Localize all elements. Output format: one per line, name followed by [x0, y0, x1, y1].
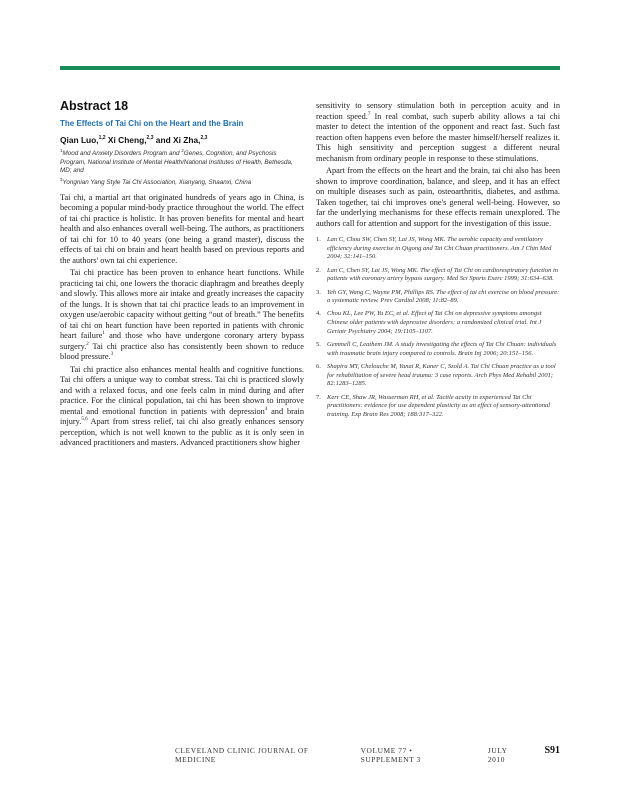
author-name: Xi Zha,	[173, 135, 201, 145]
author-name: Xi Cheng,	[107, 135, 147, 145]
body-paragraph-continued: sensitivity to sensory stimulation both in perception acuity and in reaction speed.$^7$ In real combat, such superb ability allows a tai chi master to detect the intention of the opponent and react fast. Such fast reaction often happens even before the master himself/herself realizes it. This high sensitivity and perception suggest a different neural mechanism from ordinary people in response to these stimulations.	[316, 101, 560, 163]
author-name: Qian Luo,	[60, 135, 99, 145]
abstract-title: The Effects of Tai Chi on the Heart and the Brain	[60, 119, 244, 128]
reference-list	[316, 236, 560, 420]
author-list: Qian Luo,$^{1,2}$ Xi Cheng,$^{2,3}$ and Xi Zha,$^{2,3}$	[60, 135, 208, 145]
issue-date: JULY 2010	[487, 746, 508, 764]
affiliation-line: $^1$Mood and Anxiety Disorders Program and $^2$Genes, Cognition, and Psychosis Program, National Institute of Mental Health/National Institutes of Health, Bethesda, MD; and	[60, 148, 293, 175]
reference-item: 1. Lan C, Chou SW, Chen SY, Lai JS, Wong MK. The aerobic capacity and ventilatory efficiency during exercise in Qigong and Tai Chi Chuan practitioners. Am J Chin Med 2004; 32:141–150.	[316, 236, 552, 261]
header-rule	[60, 66, 560, 70]
affiliations	[60, 147, 304, 188]
citation: 4	[264, 406, 268, 412]
body-paragraph: Tai chi practice has been proven to enhance heart functions. While practicing tai chi, one lowers the thoracic diaphragm and breathes deeply and slowly. This allows more air intake and greatly increases the capacity of the lungs. It is shown that tai chi practice leads to an improvement in oxygen use/aerobic capacity without getting “out of breath.” The benefits of tai chi on heart function have been reported in patients with chronic heart failure$^1$ and those who have undergone coronary artery bypass surgery.$^2$ Tai chi practice also has consistently been shown to reduce blood pressure.$^3$	[60, 268, 304, 362]
journal-name: CLEVELAND CLINIC JOURNAL OF MEDICINE	[175, 746, 309, 764]
page-number: S91	[544, 745, 560, 756]
citation: 7	[367, 111, 371, 117]
left-column	[60, 99, 304, 449]
citation: 1	[102, 331, 105, 337]
body-paragraph: Tai chi practice also enhances mental health and cognitive functions. Tai chi offers a unique way to combat stress. Tai chi is practiced slowly and with a relaxed focus, and one feels calm in mind during and after practice. For the clinical population, tai chi has been shown to improve mental and emotional function in patients with depression$^4$ and brain injury.$^{5,6}$ Apart from stress relief, tai chi also greatly enhances sensory perception, which is not well known to the public as it is only seen in advanced practitioners and masters. Advanced practitioners show higher	[60, 364, 304, 448]
author-affiliation-marker: 2,3	[146, 135, 154, 142]
body-paragraph: Tai chi, a martial art that originated hundreds of years ago in China, is becoming a popular mind-body practice throughout the world. The effect of tai chi practice is holistic. It has proven benefits for mental and heart health and also enhances overall well-being. The authors, as practitioners of tai chi for 10 to 40 years (one being a grand master), discuss the effects of tai chi on brain and heart health based on previous reports and the authors' own tai chi experience.	[60, 192, 304, 265]
affiliation-line: $^3$Yongnian Yang Style Tai Chi Association, Xianyang, Shaanxi, China	[60, 176, 252, 186]
reference-item: 2. Lan C, Chen SY, Lai JS, Wong MK. The effect of Tai Chi on cardiorespiratory function in patients with coronary artery bypass surgery. Med Sci Sports Exerc 1999; 31:634–638.	[316, 266, 559, 283]
citation: 3	[110, 352, 114, 358]
abstract-label: Abstract 18	[60, 99, 129, 113]
page-footer	[175, 745, 560, 764]
citation: 2	[86, 341, 89, 347]
author-affiliation-marker: 1,2	[98, 135, 106, 142]
citation: 5,6	[81, 417, 88, 423]
reference-item: 6. Shapira MY, Chelouche M, Yanai R, Kaner C, Szold A. Tai Chi Chuan practice as a tool for rehabilitation of severe head trauma: 3 case reports. Arch Phys Med Rehabil 2001; 82:1283–1285.	[316, 362, 556, 388]
reference-item: 3. Yeh GY, Wang C, Wayne PM, Phillips RS. The effect of tai chi exercise on blood pressure: a systematic review. Prev Cardiol 2008; 11:82–89.	[316, 288, 560, 305]
reference-item: 4. Chou KL, Lee PW, Yu EC, et al. Effect of Tai Chi on depressive symptoms amongst Chinese older patients with depressive disorders: a randomized clinical trial. Int J Geriatr Psychiatry 2004; 19:1105–1107.	[316, 310, 542, 335]
reference-item: 5. Gemmell C, Leathem JM. A study investigating the effects of Tai Chi Chuan: individuals with traumatic brain injury compared to controls. Brain Inj 2006; 20:151–156.	[316, 341, 557, 357]
right-column	[316, 101, 560, 424]
author-affiliation-marker: 2,3	[200, 135, 208, 142]
volume-info: VOLUME 77 • SUPPLEMENT 3	[360, 746, 421, 764]
reference-item: 7. Kerr CE, Shaw JR, Wasserman RH, et al. Tactile acuity in experienced Tai Chi practitioners: evidence for use dependent plasticity as an effect of sensory-attentional training. Exp Brain Res 2008; 188:317–322.	[316, 393, 551, 418]
body-paragraph: Apart from the effects on the heart and the brain, tai chi also has been shown to improve coordination, balance, and sleep, and it has an effect on multiple diseases such as pain, osteoarthritis, diabetes, and asthma. Taken together, tai chi improves one's general well-being. However, so far the underlying mechanisms for these effects remain unexplored. The authors call for attention and support for the investigation of this issue.	[316, 166, 560, 228]
